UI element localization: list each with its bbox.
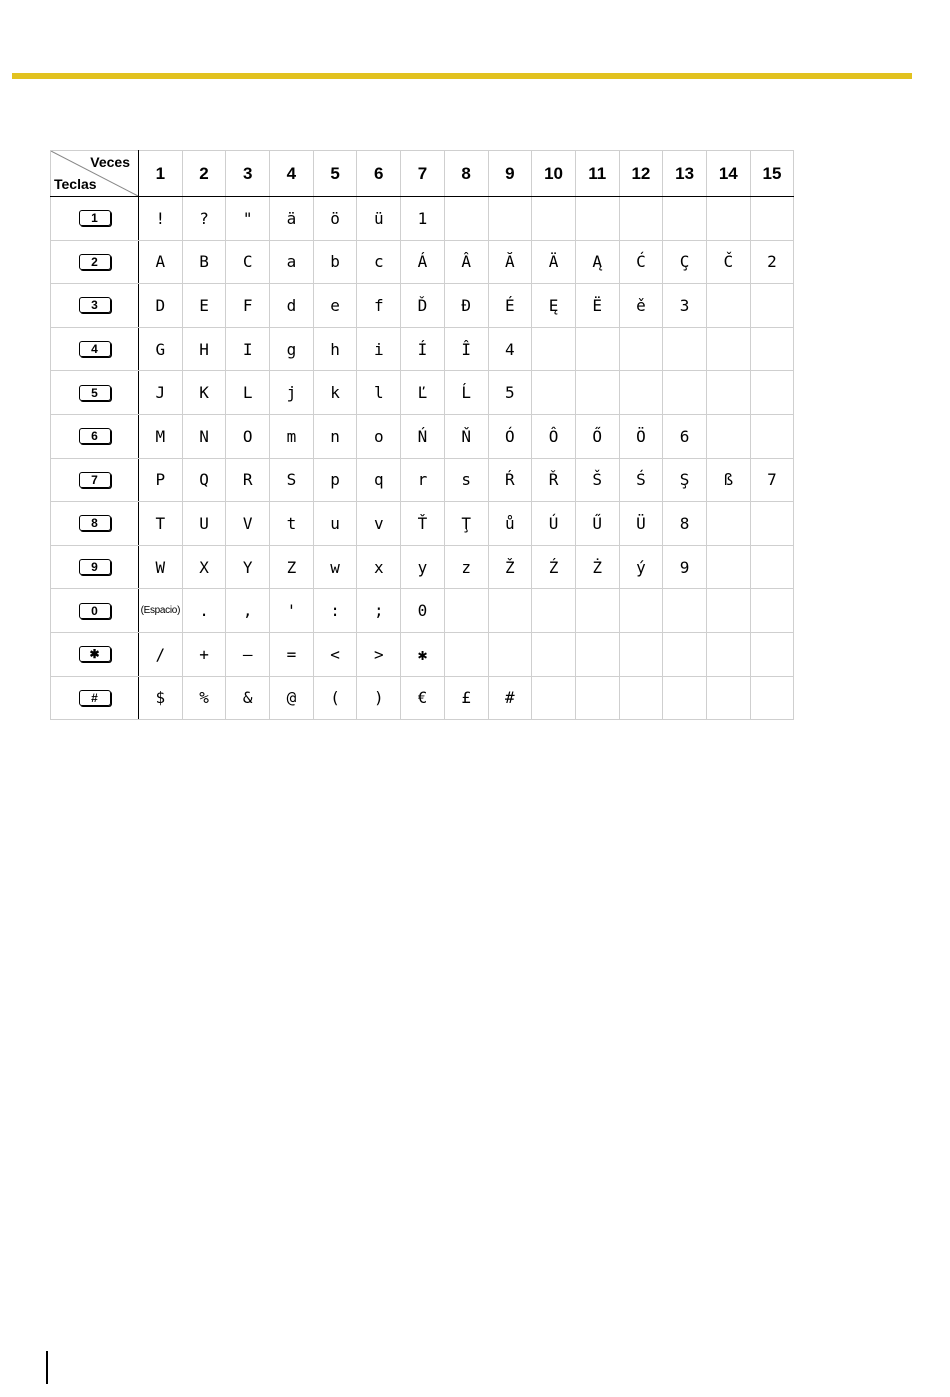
char-cell: 4	[488, 327, 532, 371]
table-row	[51, 414, 794, 458]
char-cell	[532, 197, 576, 241]
char-cell: Î	[444, 327, 488, 371]
column-header: 3	[226, 151, 270, 197]
char-cell: ,	[226, 589, 270, 633]
key-cell	[51, 327, 139, 371]
dial-key-icon: 1	[79, 210, 111, 226]
char-cell: L	[226, 371, 270, 415]
char-cell: T	[139, 502, 183, 546]
char-cell: Ţ	[444, 502, 488, 546]
dial-key-icon: ✱	[79, 646, 111, 662]
char-cell: (	[313, 676, 357, 720]
char-cell: 8	[663, 502, 707, 546]
char-cell	[750, 589, 794, 633]
char-cell: %	[182, 676, 226, 720]
char-cell: C	[226, 240, 270, 284]
char-cell: K	[182, 371, 226, 415]
char-cell	[663, 632, 707, 676]
char-cell	[575, 632, 619, 676]
char-cell	[706, 632, 750, 676]
char-cell: :	[313, 589, 357, 633]
char-cell: I	[226, 327, 270, 371]
char-cell: ü	[357, 197, 401, 241]
table-corner-cell	[51, 151, 139, 197]
char-cell: o	[357, 414, 401, 458]
char-cell	[706, 502, 750, 546]
char-cell: Á	[401, 240, 445, 284]
char-cell	[750, 676, 794, 720]
table-row	[51, 284, 794, 328]
table-row	[51, 197, 794, 241]
char-cell: Ő	[575, 414, 619, 458]
char-cell: v	[357, 502, 401, 546]
column-header: 15	[750, 151, 794, 197]
column-header: 7	[401, 151, 445, 197]
char-cell	[444, 589, 488, 633]
char-cell: Ô	[532, 414, 576, 458]
char-cell	[750, 327, 794, 371]
key-cell	[51, 589, 139, 633]
char-cell: O	[226, 414, 270, 458]
char-cell	[619, 676, 663, 720]
char-cell: p	[313, 458, 357, 502]
char-cell: ä	[270, 197, 314, 241]
char-cell: a	[270, 240, 314, 284]
char-cell: ß	[706, 458, 750, 502]
char-cell: Ĺ	[444, 371, 488, 415]
dial-key-icon: 3	[79, 297, 111, 313]
table-row	[51, 632, 794, 676]
char-cell: Ą	[575, 240, 619, 284]
char-cell: W	[139, 545, 183, 589]
char-cell	[663, 676, 707, 720]
char-cell	[532, 589, 576, 633]
char-cell: i	[357, 327, 401, 371]
table-row	[51, 371, 794, 415]
char-cell: X	[182, 545, 226, 589]
char-cell	[444, 197, 488, 241]
char-cell	[706, 327, 750, 371]
char-cell: 1	[401, 197, 445, 241]
column-header: 6	[357, 151, 401, 197]
key-cell	[51, 414, 139, 458]
table-row	[51, 240, 794, 284]
char-cell: €	[401, 676, 445, 720]
char-cell: l	[357, 371, 401, 415]
char-cell: Š	[575, 458, 619, 502]
char-cell: Ű	[575, 502, 619, 546]
char-cell: #	[488, 676, 532, 720]
char-cell	[750, 414, 794, 458]
char-cell: Ă	[488, 240, 532, 284]
key-cell	[51, 371, 139, 415]
char-cell: =	[270, 632, 314, 676]
key-cell	[51, 545, 139, 589]
char-cell: >	[357, 632, 401, 676]
table-row	[51, 458, 794, 502]
char-cell: Ç	[663, 240, 707, 284]
char-cell: w	[313, 545, 357, 589]
char-cell: ö	[313, 197, 357, 241]
char-cell	[663, 327, 707, 371]
char-cell: u	[313, 502, 357, 546]
char-cell	[575, 676, 619, 720]
char-cell: 5	[488, 371, 532, 415]
char-cell: "	[226, 197, 270, 241]
char-cell: Ü	[619, 502, 663, 546]
char-cell: +	[182, 632, 226, 676]
char-cell: Ä	[532, 240, 576, 284]
char-cell	[488, 197, 532, 241]
char-cell: É	[488, 284, 532, 328]
char-cell: Ö	[619, 414, 663, 458]
char-cell: k	[313, 371, 357, 415]
char-cell: —	[226, 632, 270, 676]
char-cell	[619, 197, 663, 241]
column-header: 9	[488, 151, 532, 197]
column-header: 8	[444, 151, 488, 197]
char-cell: S	[270, 458, 314, 502]
key-cell	[51, 676, 139, 720]
char-cell	[750, 197, 794, 241]
char-cell: M	[139, 414, 183, 458]
char-cell: ?	[182, 197, 226, 241]
char-cell: c	[357, 240, 401, 284]
char-cell: Č	[706, 240, 750, 284]
column-header: 12	[619, 151, 663, 197]
char-cell: P	[139, 458, 183, 502]
char-cell	[706, 545, 750, 589]
char-cell: 3	[663, 284, 707, 328]
char-cell: Ť	[401, 502, 445, 546]
char-cell	[663, 197, 707, 241]
char-cell	[750, 545, 794, 589]
char-cell: f	[357, 284, 401, 328]
char-cell: J	[139, 371, 183, 415]
char-cell	[750, 284, 794, 328]
char-cell: F	[226, 284, 270, 328]
key-cell	[51, 632, 139, 676]
char-cell: £	[444, 676, 488, 720]
char-cell	[619, 371, 663, 415]
header-row	[51, 151, 794, 197]
char-cell	[488, 589, 532, 633]
char-cell: s	[444, 458, 488, 502]
char-cell: Ş	[663, 458, 707, 502]
char-cell: &	[226, 676, 270, 720]
char-cell: d	[270, 284, 314, 328]
dial-key-icon: 8	[79, 515, 111, 531]
char-cell: Ź	[532, 545, 576, 589]
dial-key-icon: 0	[79, 603, 111, 619]
char-cell	[750, 632, 794, 676]
char-cell	[532, 632, 576, 676]
char-cell: G	[139, 327, 183, 371]
dial-key-icon: #	[79, 690, 111, 706]
char-cell	[575, 327, 619, 371]
char-cell: r	[401, 458, 445, 502]
char-cell: n	[313, 414, 357, 458]
key-cell	[51, 197, 139, 241]
char-cell	[619, 632, 663, 676]
char-cell: Y	[226, 545, 270, 589]
char-cell: U	[182, 502, 226, 546]
key-cell	[51, 240, 139, 284]
char-cell: Â	[444, 240, 488, 284]
char-cell: ě	[619, 284, 663, 328]
header-accent-rule	[12, 73, 912, 79]
char-cell: '	[270, 589, 314, 633]
char-cell: E	[182, 284, 226, 328]
character-entry-table	[50, 150, 794, 720]
column-header: 2	[182, 151, 226, 197]
char-cell: Ż	[575, 545, 619, 589]
column-header: 11	[575, 151, 619, 197]
char-cell: <	[313, 632, 357, 676]
char-cell	[619, 589, 663, 633]
char-cell: Ď	[401, 284, 445, 328]
char-cell: 7	[750, 458, 794, 502]
teclas-label: Teclas	[54, 176, 97, 192]
char-cell: Ň	[444, 414, 488, 458]
column-header: 10	[532, 151, 576, 197]
table-row	[51, 502, 794, 546]
column-header: 14	[706, 151, 750, 197]
char-cell: y	[401, 545, 445, 589]
char-cell: )	[357, 676, 401, 720]
key-cell	[51, 502, 139, 546]
char-cell: e	[313, 284, 357, 328]
char-cell: Ŕ	[488, 458, 532, 502]
char-cell: Ó	[488, 414, 532, 458]
char-cell	[532, 327, 576, 371]
char-cell: Ń	[401, 414, 445, 458]
char-cell: ;	[357, 589, 401, 633]
char-cell	[706, 371, 750, 415]
char-cell: b	[313, 240, 357, 284]
char-cell: Ú	[532, 502, 576, 546]
char-cell: R	[226, 458, 270, 502]
char-cell: (Espacio)	[139, 589, 183, 633]
char-cell: t	[270, 502, 314, 546]
char-cell: @	[270, 676, 314, 720]
char-cell: Ë	[575, 284, 619, 328]
dial-key-icon: 7	[79, 472, 111, 488]
column-header: 5	[313, 151, 357, 197]
char-cell	[532, 371, 576, 415]
char-cell	[706, 197, 750, 241]
char-cell	[663, 589, 707, 633]
char-cell	[575, 371, 619, 415]
dial-key-icon: 2	[79, 254, 111, 270]
char-cell	[575, 197, 619, 241]
char-cell: Ś	[619, 458, 663, 502]
char-cell	[619, 327, 663, 371]
column-header: 13	[663, 151, 707, 197]
key-cell	[51, 284, 139, 328]
char-cell: ý	[619, 545, 663, 589]
char-cell: Ž	[488, 545, 532, 589]
dial-key-icon: 4	[79, 341, 111, 357]
column-header: 4	[270, 151, 314, 197]
table-row	[51, 589, 794, 633]
char-cell: ů	[488, 502, 532, 546]
char-cell	[575, 589, 619, 633]
dial-key-icon: 6	[79, 428, 111, 444]
char-cell: Í	[401, 327, 445, 371]
page-margin-mark	[46, 1351, 48, 1384]
char-cell	[706, 284, 750, 328]
key-cell	[51, 458, 139, 502]
char-cell	[706, 414, 750, 458]
char-cell: 0	[401, 589, 445, 633]
char-cell	[750, 502, 794, 546]
table-row	[51, 545, 794, 589]
char-cell: D	[139, 284, 183, 328]
char-cell: Q	[182, 458, 226, 502]
table-row	[51, 327, 794, 371]
char-cell: ✱	[401, 632, 445, 676]
char-cell: H	[182, 327, 226, 371]
veces-label: Veces	[90, 154, 130, 170]
char-cell: Ć	[619, 240, 663, 284]
char-cell	[444, 632, 488, 676]
dial-key-icon: 9	[79, 559, 111, 575]
char-cell: q	[357, 458, 401, 502]
char-cell: 6	[663, 414, 707, 458]
char-cell: /	[139, 632, 183, 676]
char-cell: !	[139, 197, 183, 241]
char-cell	[750, 371, 794, 415]
column-header: 1	[139, 151, 183, 197]
char-cell	[706, 589, 750, 633]
char-cell: N	[182, 414, 226, 458]
char-cell: A	[139, 240, 183, 284]
char-cell: m	[270, 414, 314, 458]
char-cell	[532, 676, 576, 720]
char-cell	[706, 676, 750, 720]
char-cell: Ř	[532, 458, 576, 502]
char-cell: V	[226, 502, 270, 546]
char-cell: B	[182, 240, 226, 284]
char-cell: j	[270, 371, 314, 415]
char-cell	[488, 632, 532, 676]
char-cell: Z	[270, 545, 314, 589]
dial-key-icon: 5	[79, 385, 111, 401]
table-row	[51, 676, 794, 720]
char-cell: x	[357, 545, 401, 589]
char-cell: g	[270, 327, 314, 371]
char-cell: Ľ	[401, 371, 445, 415]
char-cell	[663, 371, 707, 415]
char-cell: 2	[750, 240, 794, 284]
char-cell: h	[313, 327, 357, 371]
char-cell: .	[182, 589, 226, 633]
char-cell: z	[444, 545, 488, 589]
char-cell: Đ	[444, 284, 488, 328]
char-cell: Ę	[532, 284, 576, 328]
char-cell: 9	[663, 545, 707, 589]
char-cell: $	[139, 676, 183, 720]
